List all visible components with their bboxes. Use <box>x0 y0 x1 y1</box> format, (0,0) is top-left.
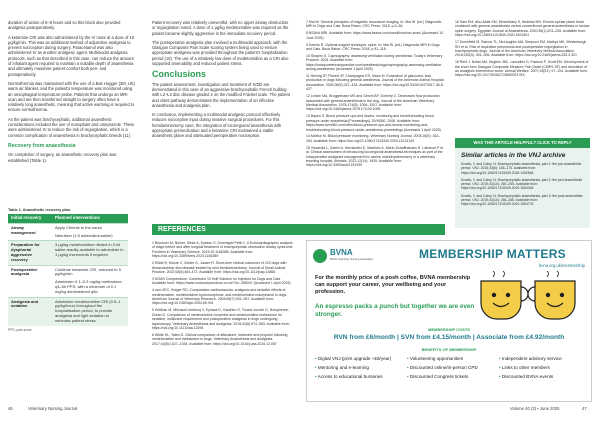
bvna-advert[interactable] <box>306 240 592 402</box>
table-caption: Table 1. Anaesthetic recovery plan. <box>8 208 72 212</box>
paragraph: duration of action of 6–8 hours and so this block also provided analgesia postoperatively. <box>8 20 121 31</box>
reference: 3 NOAH Compendium. Contributor 10 Hoff Solution for Injection for Dogs and Cats. Available from: https://www.noahcompendium.co.uk/?id=-455047 (Accessed 1 April 2025) <box>152 276 291 286</box>
left-column <box>8 20 135 167</box>
benefit-text: Mentoring and e-learning <box>317 365 369 370</box>
benefit-item <box>499 355 562 364</box>
benefit-text: Digital VNJ (print upgrade +£8/year) <box>317 356 392 361</box>
paragraph: On completion of surgery, an anaesthetic recovery plan was established (Table 1). <box>8 152 117 163</box>
bvna-logo-mark <box>313 249 327 263</box>
paragraph: Normothermia was maintained with the use of a Bair Hugger (3M, UK) warm air blanket, and the patient's temperature was monitored using an oesophageal temperature probe. Patients that undergo an MRI scan and are then transferred straight to surgery often have a relatively long anaesthetic, meaning that active warming is required to ensure normothermia. <box>8 80 135 113</box>
membership-costs-label: MEMBERSHIP COSTS <box>428 327 470 332</box>
table-footnote: PPS, pain score <box>8 327 32 332</box>
table-header: Initial recovery <box>8 214 52 223</box>
paragraph: A ketamine CRI was also administered by the IV route at a dose of 10 μg/kg/min. This was an additional method of adjunctive analgesia to prevent nociception during surgery. Paracetamol was also administered IV as another analgesic agent. Multimodal analgesia protocols, such as that described in this case, can reduce the amount of inhalant agent required to maintain a suitable depth of anaesthesia and ultimately maximise patient comfort both peri- and postoperatively. <box>8 34 135 77</box>
benefit-item <box>315 364 369 373</box>
benefit-text: Links to other members <box>501 365 550 370</box>
similar-articles-heading: Similar articles in the VNJ archive <box>461 152 566 159</box>
benefit-text: Access to educational bursaries <box>317 374 383 379</box>
paragraph: As the patient was brachycephalic, additional anaesthetic considerations included the use of maropitant and omeprazole. These were administered IV to reduce the risk of regurgitation, which is a common complication of anaesthesia in brachycephalic breeds (11). <box>8 116 135 138</box>
check-icon: • <box>499 365 501 370</box>
membership-costs: RVN from £6/month | SVN from £4.15/month | Associate from £4.92/month <box>333 334 565 341</box>
table-cell-stage: Analgesia and sedation <box>8 297 52 325</box>
check-icon: • <box>499 374 501 379</box>
reference: 18 Reid J, Nolan AM, Hughes JML, Lascelles D, Pawson P, Scott EM. Development of the short form Glasgow Composite Measure Pain Scale (CMPS-SF) and derivation of an analgesic intervention score. Animal Welfare. 2007;16(51): 97–104. Available from: https://doi.org/10.1017/S096272860003178X <box>455 60 589 78</box>
membership-url[interactable]: bvna.org.uk/membership <box>538 263 585 268</box>
coffee-cups-illustration <box>475 271 585 323</box>
table-row <box>8 241 128 265</box>
helpful-reply-link[interactable]: WAS THIS ARTICLE HELPFUL? CLICK TO REPLY <box>455 138 590 148</box>
benefit-item <box>499 373 553 382</box>
similar-article-link[interactable]: Scales, C and Caley, N. Brachycephalic anaesthesia, part 3: the post-anaesthetic period. VNJ. 2019;34(10): 256–266. Available from: https://doi.org/10.1080/17415349.2019.1564776 <box>461 193 583 207</box>
reference: 6 White KL, Yates D. Clinical comparison of alfaxalone, ketamine and propofol following medetomidine and methadone in dogs. Veterinary Anaesthesia and Analgesia. 2017;44(5):1027–1034. Available from: https://doi.org/10.1016/j.vaa.2016.12.057 <box>152 332 288 346</box>
benefit-text: Discounted BVNA events <box>501 374 554 379</box>
bvna-brand: BVNA <box>330 248 353 257</box>
benefit-item <box>499 364 550 373</box>
benefits-label: BENEFITS OF MEMBERSHIP <box>421 347 477 352</box>
bvna-brand-sub: British Veterinary Nursing Association <box>330 258 374 261</box>
check-icon: • <box>315 365 317 370</box>
benefit-text: Discounted online/in-person CPD <box>409 365 478 370</box>
table-cell-stage: Postoperative analgesia <box>8 265 52 297</box>
conclusions-heading: Conclusions <box>152 69 207 80</box>
paragraph: In conclusion, implementing a multimodal analgesic protocol effectively reduces nociceptive input during invasive surgical procedures. For this hemilaminectomy case, the integration of locoregional anaesthesia with appropriate premedication and a ketamine CRI maintained a stable anaesthetic plane and attenuated perioperative nociception. <box>152 112 282 139</box>
benefit-text: Volunteering opportunities <box>409 356 464 361</box>
similar-article-link[interactable]: Scales, C and Caley, N. Brachycephalic anaesthesia, part 1: the pre-anaesthetic period. VNJ. 2018;34(6): 166–170. Available from: https://doi.org/10.1080/17415349.2018.1452648 <box>461 162 582 175</box>
reference: 9 Dennis R. Optimal magnet technique: spine. In: Mai W. (ed.) Diagnostic MRI in Dogs and Cats. Boca Raton: CRC Press; 2018. p.91–115. <box>306 42 440 52</box>
section-heading: Recovery from anaesthesia <box>8 142 76 149</box>
reference: 15 Viscardia L, Zahim A, Hernández E, Martinez A, Marin-Schaffhausen R, Lafrance P et al. Clinical assessment of introducing locoregional anaesthesia techniques as part of the intraoperative analgesia management for canine ovariohysterectomy in a veterinary teaching hospital. Animals. 2022;12(14): 1939. Available from: https://doi.org/10.3390/ani12151939 <box>306 145 444 168</box>
table-cell-stage: Airway management <box>8 223 52 241</box>
reference: 13 Bayen S. Blood pressure ups and downs: monitoring and troubleshooting blood pressure under anesthesia [Proceedings]. DVM360. 2008. Available from: https://www.dvm360.com/view/blood-pressure-ups-and-downs-monitoring-and-troubleshooting-blood-pressure-under-anesthesia-proceedings (Accessed 1 April 2025) <box>306 114 441 132</box>
table-cell <box>52 223 128 241</box>
cell-line: Apply Chinnie to the nares <box>55 224 102 230</box>
reference: 7 Mai W. General principles of magnetic resonance imaging. In: Mai W. (ed.) Diagnostic MRI in Dogs and Cats. Boca Raton: CRC Press; 2018. p.3–36. <box>306 20 442 29</box>
cell-line: Administer 0.1–0.3 mg/kg methadone, q4–6h PPS, with a minimum of 0.1 mg/kg administered q6h <box>55 279 123 294</box>
references-column-a <box>152 241 294 349</box>
references-column-c <box>455 20 590 80</box>
benefit-text: Discounted Congress tickets <box>409 374 469 379</box>
check-icon: • <box>407 356 409 361</box>
membership-headline: MEMBERSHIP MATTERS <box>419 247 566 261</box>
footer-issue: Volume 40 (3) ▪ June 2025 <box>510 406 560 411</box>
benefit-text: Independent advisory service <box>501 356 562 361</box>
table-header: Planned interventions <box>52 214 128 223</box>
benefit-item <box>407 373 468 382</box>
footer-journal-name: Veterinary Nursing Journal <box>28 406 78 411</box>
membership-tagline-2: An espresso packs a punch but together we are even stronger. <box>315 303 475 318</box>
table-row <box>8 223 128 241</box>
reference: 11 Hennig JP, Pickett JP, Champagne ES, Mann M. Evaluation of glaucoma, less production in dogs following general anesthesia. Journal of the American Animal Hospital Association. 2000;36(5):427–433. Available from: https://doi.org/10.5326/15473317-36-5-427 <box>306 74 444 92</box>
reference: 17 Downfield M, Ramos TL, McLaughlin MA, Simpson EM, Mathys MK, Westerburgh SH et al. Risk of aspiration pneumonia and postoperative regurgitation in brachycephalic dogs. Journal of the American Veterinary Medical Association. 2018;253(3): 301–306. Available from: https://doi.org/10.2460/javma.253.3.301 <box>455 40 587 58</box>
paragraph: The postoperative analgesia plan involved a multimodal approach, with the Glasgow Composite Pain Scale scoring system being used to ensure appropriate analgesia was provided throughout the patient's hospitalisation period (10). The use of a relatively low dose of medetomidine as a CRI also supported amenability and reduced patient stress. <box>152 39 289 67</box>
recovery-plan-table <box>8 214 128 326</box>
benefit-item <box>407 364 478 373</box>
references-column-b <box>306 20 446 170</box>
check-icon: • <box>407 374 409 379</box>
coffee-cup-icon <box>481 281 521 319</box>
table-row <box>8 265 128 297</box>
reference: 12 Leckie MA, Bruggemann MS and Gerzhi AP, Doherty C. Decreased flow production associated with general anaesthesia in the dog. Journal of the American Veterinary Medical Association. 1978;174(8): 1006–1007. Available from: https://doi.org/10.2460/javma.1978.174.09.1006 <box>306 94 440 112</box>
coffee-cup-icon <box>535 281 575 319</box>
paragraph: The patient assessment, investigation and treatment of IVDD are demonstrated in this case of an aggressive brachycephalic French bulldog with L2–L3 disc disease graded 2 on the modified Frankel scale. The patient and client pathway demonstrates the implementation of an effective anaesthesia and analgesia plan. <box>152 81 291 108</box>
check-icon: • <box>499 356 501 361</box>
bvna-logo <box>313 247 373 269</box>
similar-article-link[interactable]: Scales, C and Caley, N. Brachycephalic anaesthesia, part 2: the peri-anaesthetic period. VNJ. 2019;34(10): 260–265. Available from: https://doi.org/10.1080/17415349.2019.1560048 <box>461 177 583 191</box>
reference: 1 Brückner M, Neiner, Sieke A, Eyeson S, Domingdo Petit C. A Echocardiographic analysis of stage before and after surgical treatment of brachycephalic obstructive airway syndrome. Frontiers in Veterinary Science. 2023;10:1166389. Available from: https://doi.org/10.3389/fvets.2023.1166389 <box>152 241 294 259</box>
table-cell <box>52 265 128 297</box>
benefit-item <box>407 355 463 364</box>
references-heading: REFERENCES <box>152 224 445 235</box>
reference: 4 van IJEC, Kreger RD. Comparative cardiovascular, analgesic and sedative effects of medetomidine, medetomidine-hydromorphone, and medetomidine-butorphanol in dogs. American Journal of Veterinary Research. 2004;65(7):931–937. Available from: https://doi.org/10.2460/ajvr.2004.65.931 <box>152 288 288 306</box>
table-1 <box>8 208 135 332</box>
reference: 2 Elliott R, Moore C, Zelder G, Jodam R. Short-term clinical outcomes of 220 dogs with thoracolumbar disc disease treated by mini-hemilaminectomy. Journal of Small Animal Practice. 2022;63(6):464-473. Available from: https://doi.org/10.1111/jsap.13566 <box>152 261 287 274</box>
benefit-item <box>315 355 391 364</box>
table-cell: 3 μg/kg medetomidine diluted in 3 ml saline readily available to administer in 1 μg/kg increments if required <box>52 241 128 265</box>
similar-articles-box <box>455 138 590 228</box>
membership-tagline: For the monthly price of a posh coffee, BVNA membership can support your career, your wellbeing and your profession. <box>315 275 471 295</box>
table-cell: Administer medetomidine CRI (0.5–1 μg/kg/hour) throughout the hospitalisation period, to provide analgesia and light sedation to minimise patient stress <box>52 297 128 325</box>
middle-column <box>152 20 292 143</box>
footer-left-page-number: 46 <box>8 406 13 411</box>
table-cell-stage: Preparation for dysphoria/ aggressive recovery <box>8 241 52 265</box>
reference: 10 Shapiro S. Capnography: assessing ventilation during anesthesia. Today's Veterinary Practice. 2024. Available from: https://todaysveterinarypractice.com/anesthesiology/capnography-assessing-ventilation-during-anesthesia/ (Accessed 1 April 2025) <box>306 53 443 72</box>
paragraph: Patient recovery was relatively uneventful, with no upper airway obstruction or regurgitation noted. A dose of 1 μg/kg medetomidine was required as the patient became slightly aggressive in the immediate recovery period. <box>152 20 289 36</box>
reference: 14 Mathur M. Blood pressure monitoring. Veterinary Nursing Journal. 2003;18(5): 162–164. Available from: https://doi.org/10.1080/17415349.2003.11013140 <box>306 134 441 143</box>
reference: 5 Kellihan M, Michaud-Leclercq V, Kyriaca D, Gauthier O, Touzot-Jourde G, Holopherne-Doran D. Comparison of medetomidine-morphine and medetomidine-methadone for sedation, isoflurane requirement and postoperative analgesia in dogs undergoing laparoscopy. Veterinary Anaesthesia and Analgesia. 2015;42(6):574–583. Available from: https://doi.org/10.1111/vaa.12294 <box>152 308 290 330</box>
table-row <box>8 297 128 325</box>
footer-right-page-number: 47 <box>582 406 587 411</box>
cell-line: Nebuliser (1:5 adrenaline:saline) <box>55 232 113 238</box>
benefit-item <box>315 373 383 382</box>
check-icon: • <box>315 374 317 379</box>
cell-line: Continue ketamine CRI, reduced to 5 μg/kg/min <box>55 266 121 277</box>
check-icon: • <box>315 356 317 361</box>
reference: 16 Sam EM, Abu-Abiat SM, Elmenbiany S, Abdelaz MH. Erector spinae plane block combined with general anaesthesia versus conventional general anaesthesia in lumbar spine surgery. Egyptian Journal of Anaesthesia. 2020;36(1):201–226. Available from: https://doi.org/10.1080/11101849.2020.1821501 <box>455 20 590 38</box>
reference: 8 BSAVA MRI. Available from: https://www.bsava.com/conditions/mri-scan/ (Accessed 10 June 2025) <box>306 31 444 40</box>
check-icon: • <box>407 365 409 370</box>
